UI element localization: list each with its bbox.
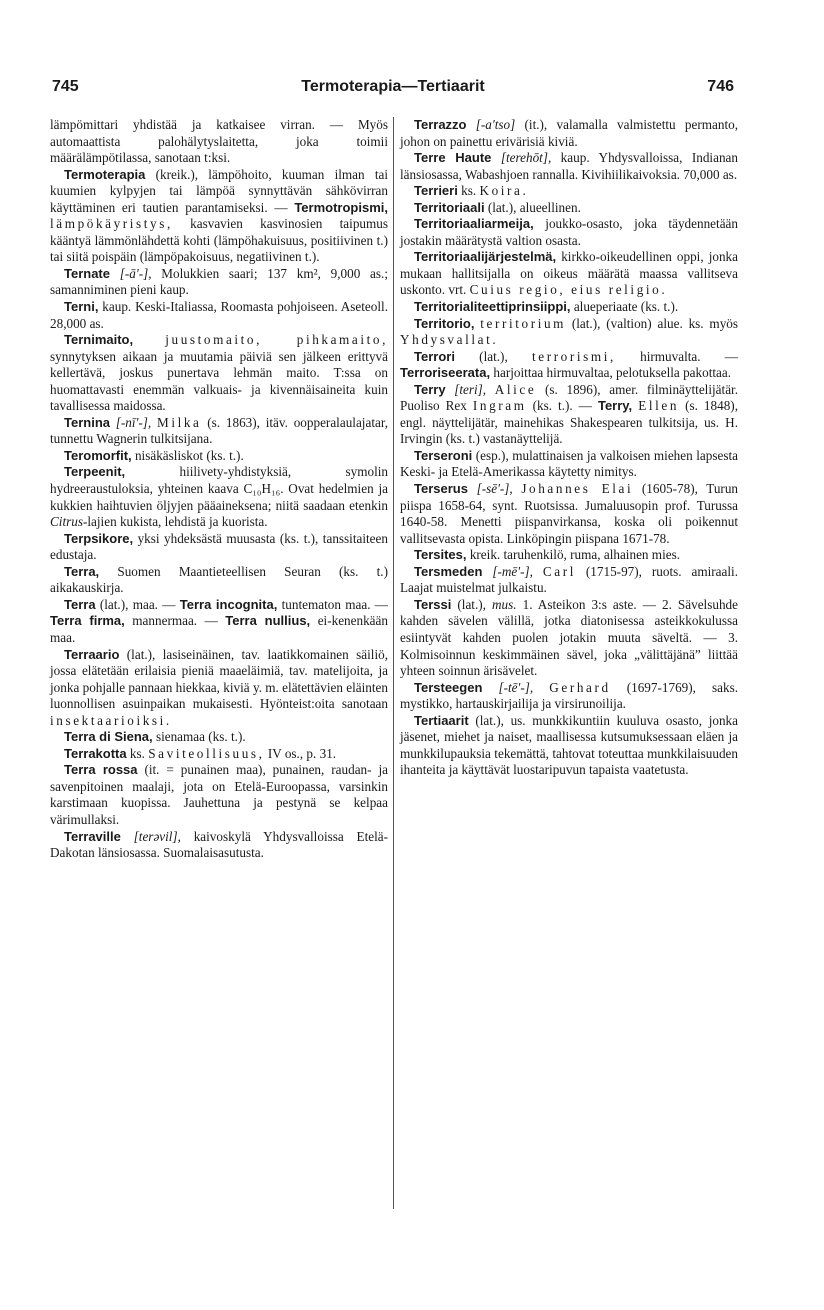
dictionary-entry (50, 415, 388, 448)
dictionary-entry (50, 266, 388, 299)
entry-text (446, 382, 455, 397)
entry-headword: Territorialiteettiprinsiippi, (414, 299, 571, 315)
entry-headword: Terra firma, (50, 613, 125, 629)
spaced-term: Yhdysvallat. (400, 332, 499, 348)
entry-text: kasvavien kasvinosien taipumus kääntyä lämmönlähdettä kohti (lämpöhakuisuus, positiivinen t.) tai siitä poispäin (lämpöpakoisuus, negatiivinen t.). (50, 216, 388, 265)
dictionary-entry (50, 746, 388, 763)
entry-text: sienamaa (ks. t.). (152, 729, 246, 745)
entry-headword: Territoriaaliarmeija, (414, 216, 534, 232)
entry-text: Suomen Maantieteellisen Seuran (ks. t.) aikakauskirja. (50, 563, 388, 596)
spaced-term: insektaarioiksi. (50, 712, 172, 728)
entry-headword: Terre Haute (414, 150, 492, 166)
dictionary-entry (400, 183, 738, 200)
entry-text: mannermaa. — (124, 613, 226, 629)
entry-text: lämpömittari yhdistää ja katkaisee virran. — Myös automaattista palohälytyslaitetta, joka toimii määrälämpötilassa, sanotaan t:ksi. (50, 117, 388, 166)
spaced-term: lämpökäyristys, (50, 216, 173, 232)
dictionary-entry (50, 829, 388, 862)
dictionary-entry (400, 150, 738, 183)
spaced-term: Saviteollisuus, (148, 745, 265, 761)
entry-text: (1605-78), Turun piispa 1658-64, synt. Ruotsissa. Jumaluusopin prof. Turussa 1640-58. Menetti piispanvirkansa, koska oli poikennut vallitsevasta opista. Linköpingin piispana 1671-78. (400, 481, 739, 546)
pronunciation: Citrus (50, 514, 83, 530)
entry-text: hirmuvalta. — (615, 348, 738, 364)
entry-text (482, 564, 492, 579)
spaced-term: terrorismi, (531, 348, 616, 364)
entry-headword: Terroriseerata, (400, 365, 491, 381)
dictionary-entry (400, 117, 738, 150)
dictionary-entry (400, 713, 738, 779)
dictionary-entry (50, 332, 388, 415)
dictionary-entry (400, 349, 738, 382)
entry-text (121, 829, 134, 844)
dictionary-entry (50, 464, 388, 530)
entry-text: ks. (457, 183, 480, 199)
entry-headword: Tersites, (414, 547, 467, 563)
entry-text: synnytyksen aikaan ja muutamia päiviä sen jälkeen erittyvä kellertävä, joskus punertava lehmän maito. T:ssa on huomattavasti enemmän valkuais- ja kivennäisaineita kuin tavallisessa maidossa. (50, 348, 388, 414)
page-number-right: 746 (707, 78, 734, 95)
entry-text: (it. = punainen maa), punainen, raudan- ja savenpitoinen maalaji, jota on Etelä-Euroopassa, varsinkin karstimaan kuopissa. Jauhettuna ja pestynä se kelpaa värimullaksi. (50, 762, 389, 827)
dictionary-entry (50, 729, 388, 746)
dictionary-entry (400, 316, 738, 349)
page-number-left: 745 (52, 78, 79, 95)
entry-text: harjoittaa hirmuvaltaa, pelotuksella pakottaa. (490, 365, 732, 381)
entry-text: joukko-osasto, joka täydennetään jostakin määrätystä valtion osasta. (400, 216, 738, 248)
entry-text: (s. 1848), engl. näyttelijätär, mainehikas Shakespearen tulkitsija, us. H. Irvingin (ks. t.) vastanäyttelijä. (400, 398, 738, 447)
entry-text: kreik. taruhenkilö, ruma, alhainen mies. (466, 547, 681, 563)
dictionary-entry (400, 200, 738, 217)
entry-headword: Tertiaarit (414, 712, 469, 728)
entry-text: ei-kenenkään maa. (50, 613, 388, 645)
pronunciation: [-a'tso] (475, 117, 516, 132)
entry-headword: Territorio, (414, 315, 475, 331)
entry-headword: Terseroni (414, 447, 473, 463)
entry-headword: Termotropismi, (294, 199, 388, 215)
entry-text: (lat.), (valtion) alue. ks. myös (566, 315, 739, 331)
pronunciation: [-ā'-], (119, 265, 152, 281)
entry-headword: Terra di Siena, (64, 729, 153, 745)
entry-headword: Terrieri (414, 183, 458, 199)
entry-text (133, 332, 165, 347)
entry-text: (lat.), maa. — (95, 596, 180, 612)
entry-text (533, 564, 543, 579)
page-header (52, 78, 734, 102)
entry-text: 1. Asteikon 3:s aste. — 2. Sävelsuhde kahden sävelen välillä, jotka diatonisessa asteikkokulussa esiintyvät kahden puolen jotakin muuta säveltä. — 3. Kolmisoinnun keskimmäinen sävel, joka „välittäjänä” liittää yhteen soinnun ärisävelet. (400, 596, 738, 679)
entry-text: (1715-97), ruots. amiraali. Laajat muistelmat julkaistu. (400, 563, 739, 596)
entry-text (110, 266, 120, 281)
entry-headword: Terpeenit, (64, 464, 126, 480)
entry-text: kaup. Yhdysvalloissa, Indianan länsiosassa, Wabashjoen rannalla. Kivihiilikaivoksia. 70,000 as. (400, 150, 738, 182)
entry-text: nisäkäsliskot (ks. t.). (131, 447, 244, 463)
dictionary-entry (50, 762, 388, 828)
entry-text (468, 481, 477, 496)
pronunciation: [-mē'-], (492, 563, 533, 579)
entry-text: kaivoskylä Yhdysvalloissa Etelä-Dakotan länsiosassa. Suomalaisasutusta. (50, 828, 388, 861)
pronunciation: mus. (492, 596, 517, 612)
entry-text: (s. 1863), itäv. oopperalaulajatar, tunnettu Wagnerin tulkitsijana. (50, 414, 389, 447)
dictionary-entry (50, 597, 388, 647)
entry-headword: Ternate (64, 265, 110, 281)
entry-headword: Terrori (414, 348, 455, 364)
entry-text: IV os., p. 31. (264, 745, 337, 761)
dictionary-entry (50, 167, 388, 266)
dictionary-entry (400, 564, 738, 597)
pronunciation: [-tē'-], (498, 679, 534, 695)
entry-text: Molukkien saari; 137 km², 9,000 as.; samanniminen pieni kaup. (50, 265, 389, 298)
entry-headword: Terra (64, 596, 96, 612)
pronunciation: [terəvil], (133, 828, 181, 844)
dictionary-entry (400, 299, 738, 316)
spaced-term: juustomaito, pihkamaito, (165, 332, 388, 348)
left-column (50, 117, 388, 862)
entry-headword: Termoterapia (64, 166, 146, 182)
entry-headword: Territoriaalijärjestelmä, (414, 249, 557, 265)
entry-text: kaup. Keski-Italiassa, Roomasta pohjoiseen. Aseteoll. 28,000 as. (50, 299, 388, 331)
spaced-term: Carl (542, 563, 576, 579)
entry-text (482, 680, 498, 695)
entry-headword: Terserus (414, 481, 468, 497)
entry-headword: Ternimaito, (64, 332, 134, 348)
entry-text (486, 382, 495, 397)
dictionary-entry (400, 382, 738, 448)
entry-headword: Tersteegen (414, 679, 483, 695)
entry-text: (esp.), mulattinaisen ja valkoisen miehen lapsesta Keski- ja Etelä-Amerikassa käytetty nimitys. (400, 447, 738, 480)
dictionary-entry (400, 448, 738, 481)
pronunciation: [-nī'-], (115, 414, 152, 430)
entry-headword: Terpsikore, (64, 530, 134, 546)
entry-headword: Terry (414, 381, 446, 397)
spaced-term: Gerhard (549, 679, 611, 695)
spaced-term: Cuius regio, eius religio. (469, 282, 668, 298)
entry-text (467, 117, 476, 132)
entry-text: kirkko-oikeudellinen oppi, jonka mukaan hallitsijalla on oikeus määrätä maassa vallitseva uskonto. vrt. (400, 249, 738, 298)
dictionary-entry (400, 249, 738, 299)
running-title: Termoterapia—Tertiaarit (301, 78, 485, 95)
dictionary-entry (400, 481, 738, 547)
entry-headword: Terra rossa (64, 762, 138, 778)
entry-headword: Terra incognita, (179, 596, 278, 612)
pronunciation: [-sē'-], (476, 481, 513, 497)
entry-text (533, 680, 549, 695)
right-column (400, 117, 738, 779)
dictionary-entry (50, 299, 388, 332)
spaced-term: territorium (480, 315, 567, 331)
dictionary-entry (400, 680, 738, 713)
entry-text: yksi yhdeksästä muusasta (ks. t.), tanssitaiteen edustaja. (50, 530, 388, 563)
entry-headword: Tersmeden (414, 563, 483, 579)
dictionary-entry (50, 647, 388, 730)
entry-text: -lajien kukista, lehdistä ja kuorista. (82, 514, 268, 530)
entry-headword: Teromorfit, (64, 447, 132, 463)
dictionary-entry (50, 531, 388, 564)
entry-headword: Terraville (64, 828, 121, 844)
entry-headword: Terni, (64, 299, 99, 315)
entry-text: (kreik.), lämpöhoito, kuuman ilman tai kuumien kylpyjen tai lämpöä synnyttävän sähkövirran käyttäminen eri tautien parantamiseksi. — (50, 166, 388, 215)
entry-headword: Terssi (414, 596, 452, 612)
spaced-term: Ellen (638, 398, 680, 414)
dictionary-entry (50, 448, 388, 465)
entry-headword: Terry, (597, 398, 633, 414)
entry-headword: Terrakotta (64, 745, 127, 761)
entry-text: (lat.), (454, 348, 532, 364)
entry-text: (it.), valamalla valmistettu permanto, johon on painettu erivärisiä kiviä. (400, 117, 738, 149)
entry-headword: Terraario (64, 646, 120, 662)
entry-text: (lat.), lasiseinäinen, tav. laatikkomainen säiliö, jossa elätetään erilaisia pieniä maaeläimiä, tav. matelijoita, ja jonka pohjalle pannaan hiekkaa, kiviä y. m. elätettävien eläinten luonnollisen asuinpaikan mukaisesti. Hyönteist:oita sanotaan (50, 646, 388, 712)
entry-headword: Ternina (64, 414, 110, 430)
dictionary-entry (400, 216, 738, 249)
dictionary-entry (50, 564, 388, 597)
entry-headword: Territoriaali (414, 199, 485, 215)
entry-headword: Terrazzo (414, 117, 467, 132)
entry-text: hiilivety-yhdistyksiä, symolin hydreeraustuloksia, yhteinen kaava C₁₀H₁₆. Ovat hedelmien ja kukkien haihtuvien öljyjen pääaineksena; niitä saadaan etenkin (50, 464, 388, 513)
spaced-term: Alice (494, 381, 537, 397)
entry-text: alueperiaate (ks. t.). (570, 299, 679, 315)
entry-text: ks. (126, 745, 149, 761)
pronunciation: [terehōt], (500, 150, 552, 166)
entry-text: (1697-1769), saks. mystikko, hartauskirjailija ja virsirunoilija. (400, 679, 739, 712)
dictionary-entry (400, 597, 738, 680)
spaced-term: Koira. (479, 183, 529, 199)
entry-text: (s. 1896), amer. filminäyttelijätär. Puoliso Rex (400, 381, 739, 414)
spaced-term: Ingram (472, 398, 527, 414)
column-divider (393, 117, 394, 1209)
entry-text (491, 150, 500, 165)
entry-text: (ks. t.). — (526, 398, 598, 414)
entry-text: (lat.), alueellinen. (484, 199, 581, 215)
entry-text: (lat.), us. munkkikuntiin kuuluva osasto, jonka jäsenet, miehet ja naiset, maallisessa kutsumuksessaan eläen ja munkkilupauksia tekemättä, tahtovat toteuttaa munkkilaisuuden ihanteita ja käyttävät luostaripuvun tapaista vaatetusta. (400, 712, 738, 778)
entry-text: tuntematon maa. — (277, 596, 388, 612)
pronunciation: [teri], (454, 381, 487, 397)
entry-headword: Terra nullius, (225, 613, 311, 629)
spaced-term: Milka (157, 414, 202, 430)
entry-headword: Terra, (64, 563, 100, 579)
spaced-term: Johannes Elai (521, 481, 634, 497)
dictionary-entry (50, 117, 388, 167)
entry-text: (lat.), (451, 596, 492, 612)
dictionary-entry (400, 547, 738, 564)
